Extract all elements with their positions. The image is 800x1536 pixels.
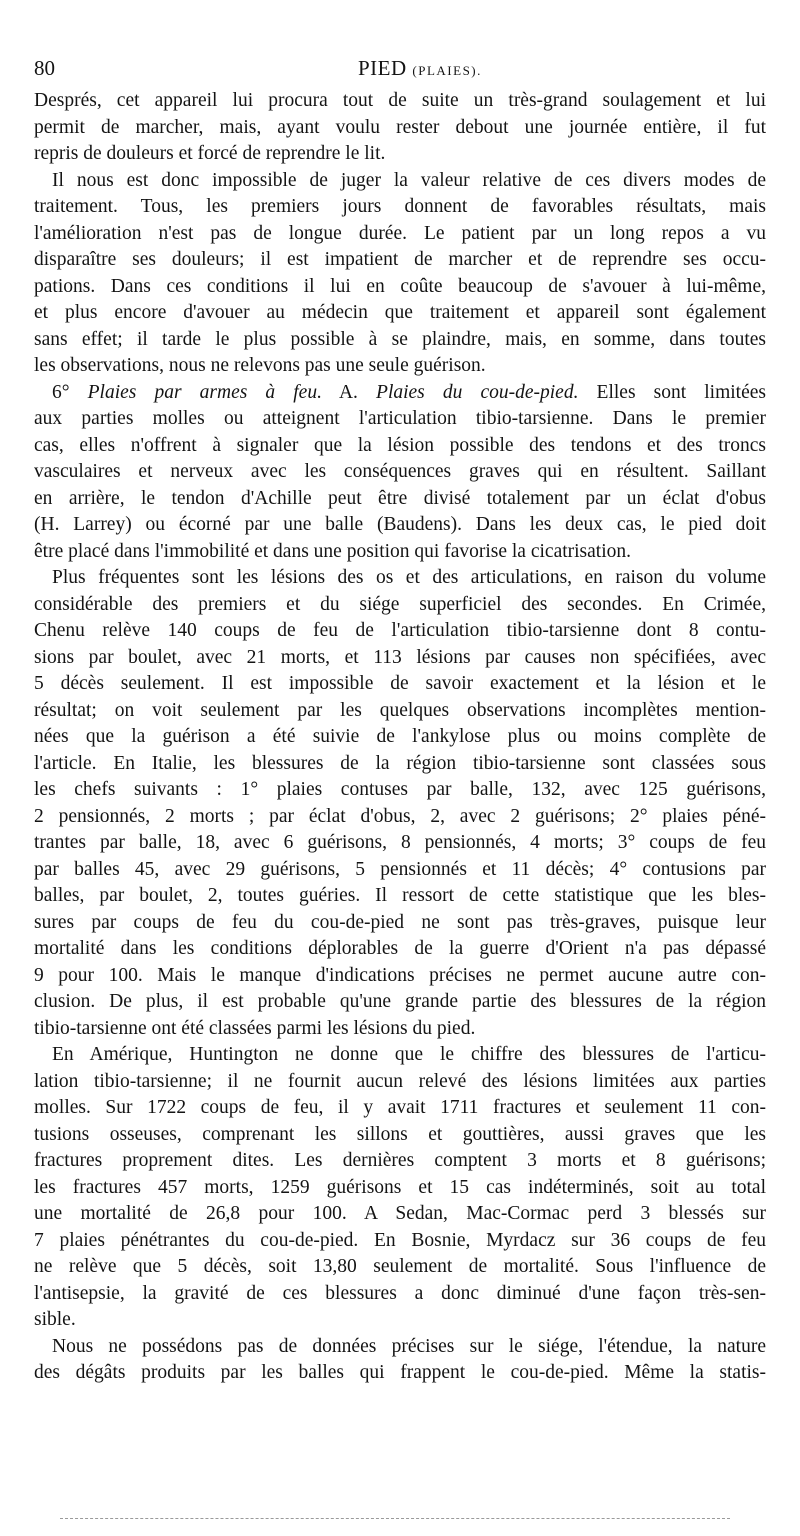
text-line: cas, elles n'offrent à signaler que la lésion possible des tendons et des troncs [34, 434, 766, 456]
text-line: permit de marcher, mais, ayant voulu rester debout une journée entière, il fut [34, 116, 766, 138]
text-line: fractures proprement dites. Les dernières comptent 3 morts et 8 guérisons; [34, 1150, 766, 1171]
section-title-italic: Plaies par armes à feu. [87, 381, 322, 403]
text-line: lation tibio-tarsienne; il ne fournit aucun relevé des lésions limitées aux parties [34, 1070, 766, 1092]
text-line: aux parties molles ou atteignent l'articulation tibio-tarsienne. Dans le premier [34, 408, 766, 429]
text-line: et plus encore d'avouer au médecin que traitement et appareil sont également [34, 302, 766, 323]
text-line: les observations, nous ne relevons pas une seule guérison. [34, 355, 486, 376]
text-line: mortalité dans les conditions déplorables de la guerre d'Orient n'a pas dépassé [34, 938, 766, 959]
text-line: 9 pour 100. Mais le manque d'indications précises ne permet aucune autre con- [34, 964, 766, 986]
text-line: 7 plaies pénétrantes du cou-de-pied. En Bosnie, Myrdacz sur 36 coups de feu [34, 1229, 766, 1251]
text-line: sible. [34, 1309, 76, 1330]
text-line: tusions osseuses, comprenant les sillons et gouttières, aussi graves que les [34, 1123, 766, 1145]
text-line: sans effet; il tarde le plus possible à se plaindre, mais, en somme, dans toutes [34, 328, 766, 350]
text-line: sures par coups de feu du cou-de-pied ne sont pas très-graves, puisque leur [34, 911, 766, 933]
text-line: balles, par boulet, 2, toutes guéries. Il ressort de cette statistique que les bles- [34, 885, 766, 906]
text-line: 5 décès seulement. Il est impossible de savoir exactement et la lésion et le [34, 673, 766, 694]
text-line: (H. Larrey) ou écorné par une balle (Baudens). Dans les deux cas, le pied doit [34, 514, 766, 535]
section-heading-line [34, 380, 766, 407]
text-line: une mortalité de 26,8 pour 100. A Sedan, Mac-Cormac perd 3 blessés sur [34, 1203, 766, 1224]
text-line: sions par boulet, avec 21 morts, et 113 lésions par causes non spécifiées, avec [34, 646, 766, 668]
text-line: par balles 45, avec 29 guérisons, 5 pensionnés et 11 décès; 4° contusions par [34, 858, 766, 880]
section-heading-rest: Elles sont limitées [578, 381, 766, 403]
text-line: l'antisepsie, la gravité de ces blessures a donc diminué d'une façon très-sen- [34, 1282, 766, 1304]
text-line: nées que la guérison a été suivie de l'ankylose plus ou moins complète de [34, 726, 766, 747]
text-line: pations. Dans ces conditions il lui en coûte beaucoup de s'avouer à lui-même, [34, 275, 766, 297]
text-line: trantes par balle, 18, avec 6 guérisons, 8 pensionnés, 4 morts; 3° coups de feu [34, 832, 766, 853]
text-line: Plus fréquentes sont les lésions des os et des articulations, en raison du volume [52, 567, 766, 588]
body-text [34, 88, 766, 1387]
text-line: l'amélioration n'est pas de longue durée. Le patient par un long repos a vu [34, 222, 766, 244]
text-line: traitement. Tous, les premiers jours donnent de favorables résultats, mais [34, 196, 766, 217]
text-line: tibio-tarsienne ont été classées parmi les lésions du pied. [34, 1017, 476, 1039]
text-line: clusion. De plus, il est probable qu'une grande partie des blessures de la région [34, 991, 766, 1012]
subsection-letter: A. [321, 381, 377, 403]
text-line: des dégâts produits par les balles qui frappent le cou-de-pied. Même la statis- [34, 1362, 766, 1383]
text-line: les chefs suivants : 1° plaies contuses par balle, 132, avec 125 guérisons, [34, 779, 766, 800]
running-title [358, 56, 482, 81]
running-header [30, 56, 770, 84]
text-line: être placé dans l'immobilité et dans une position qui favorise la cicatrisation. [34, 540, 632, 562]
text-line: disparaître ses douleurs; il est impatient de marcher et de reprendre ses occu- [34, 249, 766, 270]
text-line: repris de douleurs et forcé de reprendre le lit. [34, 143, 386, 164]
text-line: Chenu relève 140 coups de feu de l'articulation tibio-tarsienne dont 8 contu- [34, 620, 766, 641]
running-title-main: PIED [358, 56, 407, 80]
text-line: molles. Sur 1722 coups de feu, il y avait 1711 fractures et seulement 11 con- [34, 1097, 766, 1118]
text-line: en arrière, le tendon d'Achille peut être divisé totalement par un éclat d'obus [34, 487, 766, 509]
page-number: 80 [34, 56, 55, 80]
text-line: Nous ne possédons pas de données précises sur le siége, l'étendue, la nature [52, 1335, 766, 1357]
text-line: les fractures 457 morts, 1259 guérisons et 15 cas indéterminés, soit au total [34, 1176, 766, 1198]
text-line: l'article. En Italie, les blessures de la région tibio-tarsienne sont classées sous [34, 752, 766, 774]
text-line: considérable des premiers et du siége superficiel des secondes. En Crimée, [34, 593, 766, 615]
section-number: 6° [52, 381, 88, 403]
running-title-small: (PLAIES). [412, 63, 482, 78]
subsection-title-italic: Plaies du cou-de-pied. [376, 381, 579, 403]
text-line: Il nous est donc impossible de juger la valeur relative de ces divers modes de [52, 169, 766, 191]
text-line: Després, cet appareil lui procura tout de suite un très-grand soulagement et lui [34, 90, 766, 111]
text-line: résultat; on voit seulement par les quelques observations incomplètes mention- [34, 699, 766, 721]
text-line: ne relève que 5 décès, soit 13,80 seulement de mortalité. Sous l'influence de [34, 1256, 766, 1277]
text-line: vasculaires et nerveux avec les conséquences graves qui en résultent. Saillant [34, 461, 766, 482]
text-line: 2 pensionnés, 2 morts ; par éclat d'obus, 2, avec 2 guérisons; 2° plaies péné- [34, 805, 766, 827]
text-line: En Amérique, Huntington ne donne que le chiffre des blessures de l'articu- [52, 1044, 766, 1065]
footer-dotted-rule [60, 1518, 730, 1519]
